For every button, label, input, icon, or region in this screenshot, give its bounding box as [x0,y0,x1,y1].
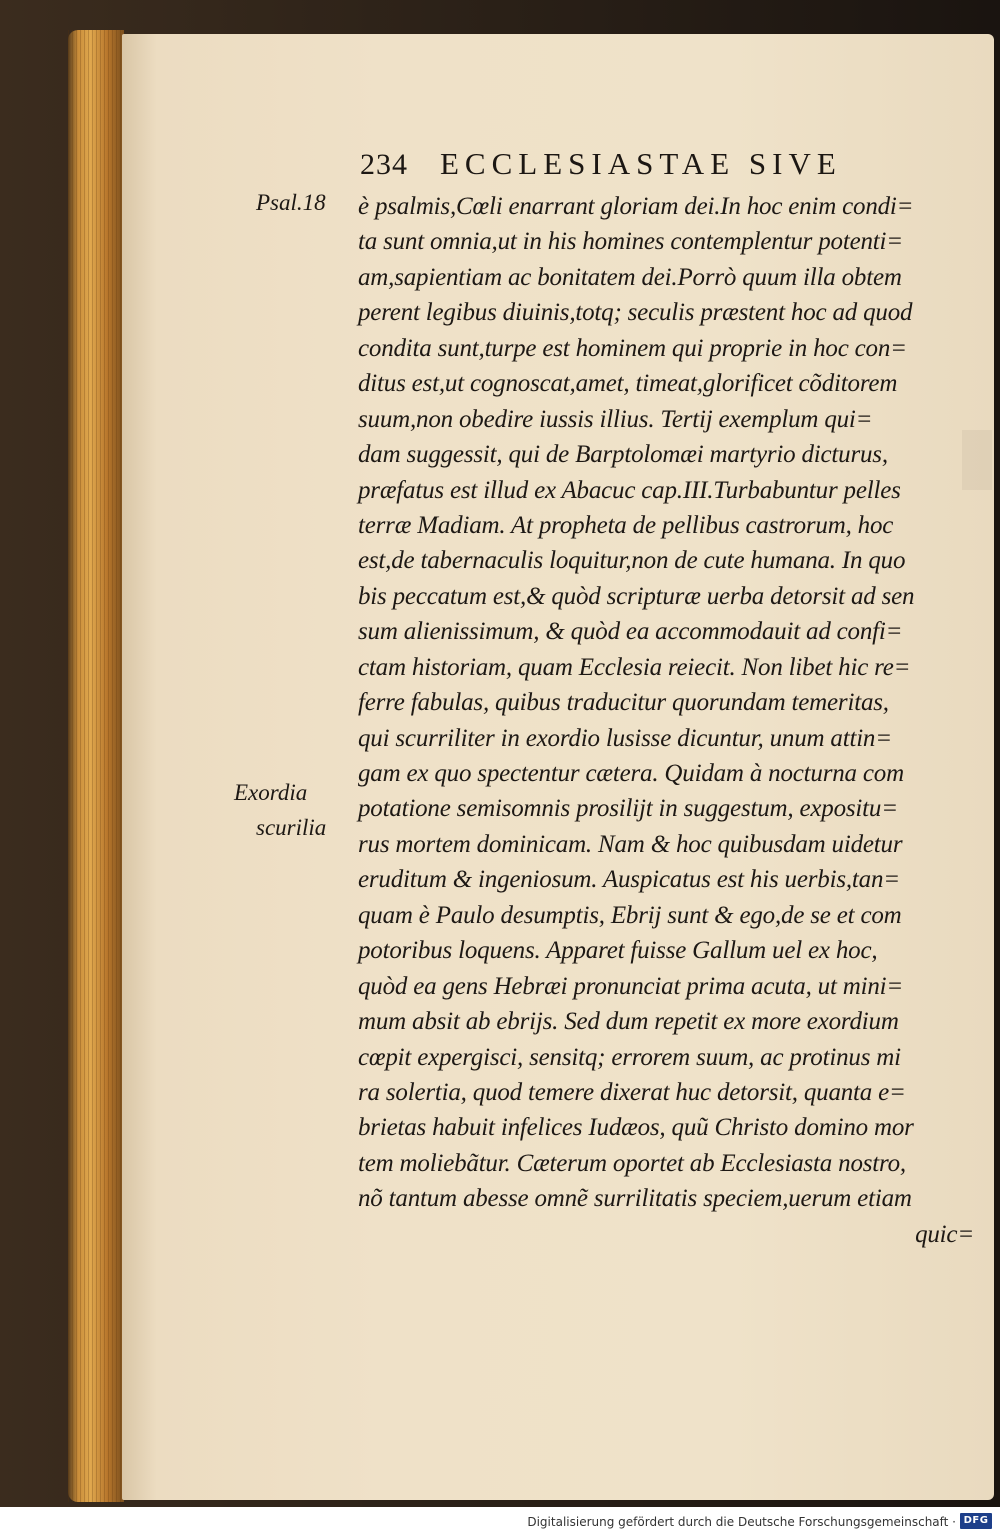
text-line: è psalmis,Cœli enarrant gloriam dei.In hoc enim condi= [358,193,914,220]
text-line: quam è Paulo desumptis, Ebrij sunt & ego,de se et com [358,901,902,929]
text-line: mum absit ab ebrijs. Sed dum repetit ex more exordium [358,1008,899,1036]
running-title: ECCLESIASTAE SIVE [440,146,842,181]
text-line: brietas habuit infelices Iudæos, quũ Christo domino mor [358,1114,914,1142]
text-line: potatione semisomnis prosilijt in suggestum, expositu= [358,795,898,823]
text-line: est,de tabernaculis loquitur,non de cute humana. In quo [358,547,906,575]
text-line: perent legibus diuinis,totq; seculis præstent hoc ad quod [358,299,913,327]
text-line: condita sunt,turpe est hominem qui proprie in hoc con= [358,334,907,362]
margin-note-psalm: Psal.18 [256,190,326,215]
text-line: ra solertia, quod temere dixerat huc detorsit, quanta e= [358,1078,906,1106]
text-line: nõ tantum abesse omnẽ surrilitatis speciem,uerum etiam [358,1185,912,1213]
text-line: ditus est,ut cognoscat,amet, timeat,glorificet cõditorem [358,370,898,398]
text-line: rus mortem dominicam. Nam & hoc quibusdam uidetur [358,830,903,858]
text-line: cœpit expergisci, sensitq; errorem suum, ac protinus mi [358,1043,901,1071]
text-line: præfatus est illud ex Abacuc cap.III.Turbabuntur pelles [358,476,901,504]
text-line: potoribus loquens. Apparet fuisse Gallum uel ex hoc, [358,937,878,965]
text-line: bis peccatum est,& quòd scripturæ uerba detorsit ad sen [358,582,915,610]
margin-note-line: Exordia [234,780,308,805]
text-line: tem moliebãtur. Cæterum oportet ab Ecclesiasta nostro, [358,1149,906,1177]
text-line: gam ex quo spectentur cætera. Quidam à nocturna com [358,760,904,787]
dfg-logo-icon: DFG [960,1513,992,1529]
body-text [358,189,978,1252]
text-line: dam suggessit, qui de Barptolomæi martyrio dicturus, [358,441,888,469]
text-line: qui scurriliter in exordio lusisse dicuntur, unum attin= [358,724,892,752]
footer-bar [0,1507,1000,1537]
book-fore-edge [68,30,124,1502]
text-line: sum alienissimum, & quòd ea accommodauit ad confi= [358,618,903,646]
margin-note-line: scurilia [256,815,327,840]
text-line: ta sunt omnia,ut in his homines contemplentur potenti= [358,228,903,256]
text-line: suum,non obedire iussis illius. Tertij exemplum qui= [358,405,873,433]
funding-credit: Digitalisierung gefördert durch die Deutsche Forschungsgemeinschaft · [527,1515,956,1529]
margin-note-exordia [234,775,326,845]
catchword: quic= [915,1220,974,1248]
text-line: am,sapientiam ac bonitatem dei.Porrò quum illa obtem [358,263,902,291]
page-header [360,146,970,186]
text-line: ctam historiam, quam Ecclesia reiecit. Non libet hic re= [358,653,911,681]
text-line: eruditum & ingeniosum. Auspicatus est his uerbis,tan= [358,866,900,894]
text-line: terræ Madiam. At propheta de pellibus castrorum, hoc [358,511,894,539]
page-number: 234 [360,148,408,181]
text-line: ferre fabulas, quibus traducitur quorundam temeritas, [358,689,889,717]
text-line: quòd ea gens Hebræi pronunciat prima acuta, ut mini= [358,972,904,1000]
